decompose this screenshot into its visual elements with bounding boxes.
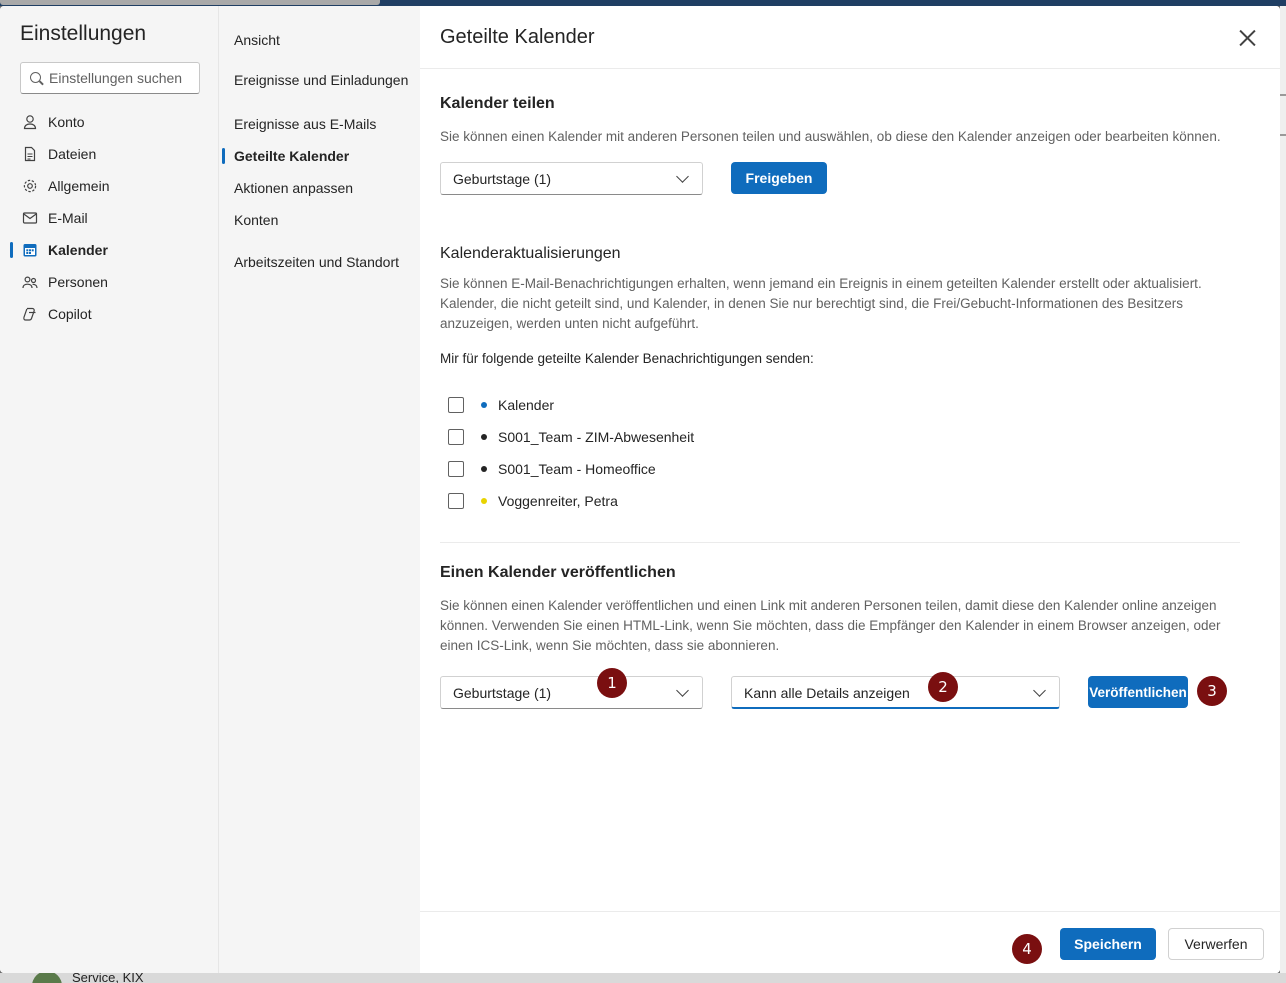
gear-icon <box>22 178 38 194</box>
share-calendar-dropdown[interactable] <box>440 162 703 195</box>
background-mark <box>1280 134 1286 136</box>
person-icon <box>22 114 38 130</box>
settings-nav <box>0 106 219 330</box>
publish-calendar-dropdown[interactable] <box>440 676 703 709</box>
search-input[interactable] <box>49 68 197 88</box>
close-icon[interactable] <box>1235 26 1259 50</box>
calendar-list-item <box>448 491 618 511</box>
background-app-bottom <box>0 973 1286 983</box>
share-description: Sie können einen Kalender mit anderen Personen teilen und auswählen, ob diese den Kalender anzeigen oder bearbeiten können. <box>440 129 1221 144</box>
subnav-item-geteilte-kalender[interactable] <box>219 140 420 172</box>
publish-description: Sie können einen Kalender veröffentlichen und einen Link mit anderen Personen teilen, damit diese den Kalender online anzeigen können. Verwenden Sie einen HTML-Link, wenn Sie möchten, dass die Empfänger den Kalender in einem Browser anzeigen, oder einen ICS-Link, wenn Sie möchten, dass sie abonnieren. <box>440 598 1221 653</box>
calendar-list-item <box>448 459 656 479</box>
page-title: Geteilte Kalender <box>440 26 595 48</box>
sidebar-item-label: Kalender <box>48 242 108 258</box>
chevron-down-icon <box>676 170 689 183</box>
sidebar-item-allgemein[interactable] <box>0 170 219 202</box>
subnav-item-label: Arbeitszeiten und Standort <box>234 254 399 270</box>
save-button[interactable]: Speichern <box>1060 928 1156 960</box>
settings-title: Einstellungen <box>20 22 147 45</box>
subnav-list <box>219 24 420 278</box>
sidebar-item-label: Dateien <box>48 146 97 162</box>
settings-content <box>420 69 1280 911</box>
dropdown-value: Geburtstage (1) <box>453 685 552 701</box>
calendar-name: S001_Team - ZIM-Abwesenheit <box>498 429 695 445</box>
subnav-item-konten[interactable] <box>219 204 420 236</box>
settings-main-panel <box>420 6 1280 973</box>
calendar-name: Voggenreiter, Petra <box>498 493 618 509</box>
discard-button[interactable]: Verwerfen <box>1168 928 1264 960</box>
settings-search[interactable] <box>20 62 200 94</box>
subnav-item-label: Konten <box>234 212 279 228</box>
calendar-name: S001_Team - Homeoffice <box>498 461 656 477</box>
calendar-list-item <box>448 427 694 447</box>
subnav-item-label: Aktionen anpassen <box>234 180 354 196</box>
subnav-item-label: Ansicht <box>234 32 280 48</box>
dropdown-value: Geburtstage (1) <box>453 171 552 187</box>
calendar-color-dot <box>481 466 487 472</box>
annotation-badge-1: 1 <box>597 668 627 698</box>
sidebar-item-konto[interactable] <box>0 106 219 138</box>
updates-description: Sie können E-Mail-Benachrichtigungen erhalten, wenn jemand ein Ereignis in einem geteilten Kalender erstellt oder aktualisiert. Kalender, die nicht geteilt sind, und Kalender, in denen Sie nur berechtigt sind, die Frei/Gebucht-Informationen des Besitzers anzuzeigen, werden unten nicht aufgeführt. <box>440 276 1202 331</box>
selection-indicator <box>222 148 225 164</box>
dialog-footer <box>420 911 1280 973</box>
notifications-label: Mir für folgende geteilte Kalender Benachrichtigungen senden: <box>440 351 814 366</box>
calendar-color-dot <box>481 402 487 408</box>
share-button[interactable]: Freigeben <box>731 162 827 194</box>
sidebar-item-label: Personen <box>48 274 108 290</box>
notification-checkbox[interactable] <box>448 493 464 509</box>
sidebar-item-email[interactable] <box>0 202 219 234</box>
annotation-badge-2: 2 <box>928 672 958 702</box>
sidebar-item-personen[interactable] <box>0 266 219 298</box>
annotation-badge-3: 3 <box>1197 676 1227 706</box>
subnav-item-label: Ereignisse und Einladungen <box>234 72 409 88</box>
subnav-item-ansicht[interactable] <box>219 24 420 56</box>
sidebar-item-kalender[interactable] <box>0 234 219 266</box>
chevron-down-icon <box>676 684 689 697</box>
subnav-item-aktionen-anpassen[interactable] <box>219 172 420 204</box>
publish-button[interactable]: Veröffentlichen <box>1088 676 1188 708</box>
calendar-color-dot <box>481 498 487 504</box>
calendar-icon <box>22 242 38 258</box>
copilot-icon <box>22 306 38 322</box>
chevron-down-icon <box>1033 684 1046 697</box>
subnav-item-ereignisse-einladungen[interactable] <box>219 66 420 108</box>
background-account-label: Service, KIX <box>72 973 144 983</box>
dropdown-value: Kann alle Details anzeigen <box>744 685 910 701</box>
publish-heading: Einen Kalender veröffentlichen <box>440 564 676 581</box>
sidebar-item-dateien[interactable] <box>0 138 219 170</box>
selection-indicator <box>10 242 13 258</box>
calendar-list-item <box>448 395 554 415</box>
settings-dialog <box>0 6 1280 973</box>
updates-heading: Kalenderaktualisierungen <box>440 245 621 262</box>
publish-permission-dropdown[interactable] <box>731 676 1060 709</box>
calendar-subnav <box>219 6 420 973</box>
subnav-item-arbeitszeiten[interactable] <box>219 246 420 278</box>
people-icon <box>22 274 38 290</box>
document-icon <box>22 146 38 162</box>
sidebar-item-label: Konto <box>48 114 85 130</box>
search-icon <box>30 72 41 83</box>
calendar-name: Kalender <box>498 397 555 413</box>
notification-checkbox[interactable] <box>448 429 464 445</box>
calendar-color-dot <box>481 434 487 440</box>
mail-icon <box>22 210 38 226</box>
sidebar-item-label: Allgemein <box>48 178 110 194</box>
section-divider <box>440 542 1240 543</box>
notification-checkbox[interactable] <box>448 461 464 477</box>
subnav-item-ereignisse-emails[interactable] <box>219 108 420 140</box>
background-app-edge <box>1280 6 1286 983</box>
background-mark <box>1280 94 1286 96</box>
notification-checkbox[interactable] <box>448 397 464 413</box>
share-heading: Kalender teilen <box>440 95 555 112</box>
subnav-item-label: Geteilte Kalender <box>234 148 350 164</box>
settings-sidebar <box>0 6 219 973</box>
sidebar-item-label: Copilot <box>48 306 92 322</box>
top-scrollbar[interactable] <box>0 0 380 5</box>
annotation-badge-4: 4 <box>1012 934 1042 964</box>
avatar <box>32 973 62 983</box>
subnav-item-label: Ereignisse aus E-Mails <box>234 116 377 132</box>
sidebar-item-label: E-Mail <box>48 210 88 226</box>
sidebar-item-copilot[interactable] <box>0 298 219 330</box>
